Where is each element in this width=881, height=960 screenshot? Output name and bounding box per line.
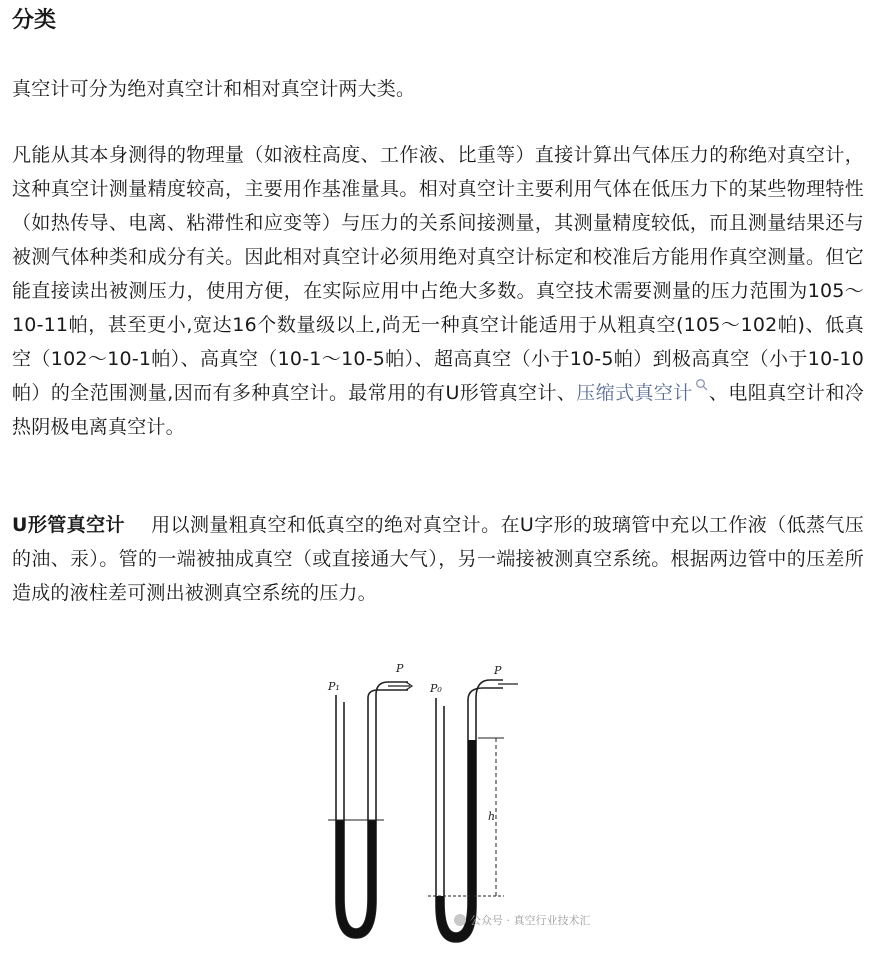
label-p-left-top: P (396, 662, 404, 675)
label-h: h (488, 810, 496, 823)
search-icon[interactable] (695, 378, 709, 392)
section-heading: 分类 (12, 8, 57, 33)
label-p1: P₁ (328, 680, 340, 693)
compression-gauge-link-text[interactable]: 压缩式真空计 (576, 382, 693, 404)
watermark-text: 公众号 · 真空行业技术汇 (470, 914, 591, 927)
left-liquid (336, 820, 376, 938)
right-liquid-left-column (436, 740, 476, 942)
label-p-right-top: P (494, 664, 502, 677)
main-paragraph (12, 138, 864, 444)
u-tube-figure (318, 650, 648, 950)
u-tube-description: 用以测量粗真空和低真空的绝对真空计。在U字形的玻璃管中充以工作液（低蒸气压的油、汞）。管的一端被抽成真空（或直接通大气），另一端接被测真空系统。根据两边管中的压差所造成的液柱差可测出被测真空系统的压力。 (12, 514, 864, 604)
u-tube-diagram (318, 650, 648, 950)
compression-gauge-link[interactable] (576, 382, 708, 404)
intro-paragraph: 真空计可分为绝对真空计和相对真空计两大类。 (12, 78, 416, 100)
u-tube-term: U形管真空计 (12, 514, 125, 536)
u-tube-paragraph (12, 508, 864, 610)
main-text-after-link: 、电阻真空计和冷热阴极电离真空计。 (12, 382, 864, 438)
label-p0: P₀ (430, 682, 442, 695)
watermark-logo-icon (454, 914, 466, 926)
main-text-before-link: 凡能从其本身测得的物理量（如液柱高度、工作液、比重等）直接计算出气体压力的称绝对真空计，这种真空计测量精度较高，主要用作基准量具。相对真空计主要利用气体在低压力下的某些物理特性（如热传导、电离、粘滞性和应变等）与压力的关系间接测量，其测量精度较低，而且测量结果还与被测气体种类和成分有关。因此相对真空计必须用绝对真空计标定和校准后方能用作真空测量。但它能直接读出被测压力，使用方便，在实际应用中占绝大多数。真空技术需要测量的压力范围为105～10-11帕，甚至更小,宽达16个数量级以上,尚无一种真空计能适用于从粗真空(105～102帕)、低真空（102～10-1帕）、高真空（10-1～10-5帕）、超高真空（小于10-5帕）到极高真空（小于10-10帕）的全范围测量,因而有多种真空计。最常用的有U形管真空计、 (12, 144, 864, 404)
